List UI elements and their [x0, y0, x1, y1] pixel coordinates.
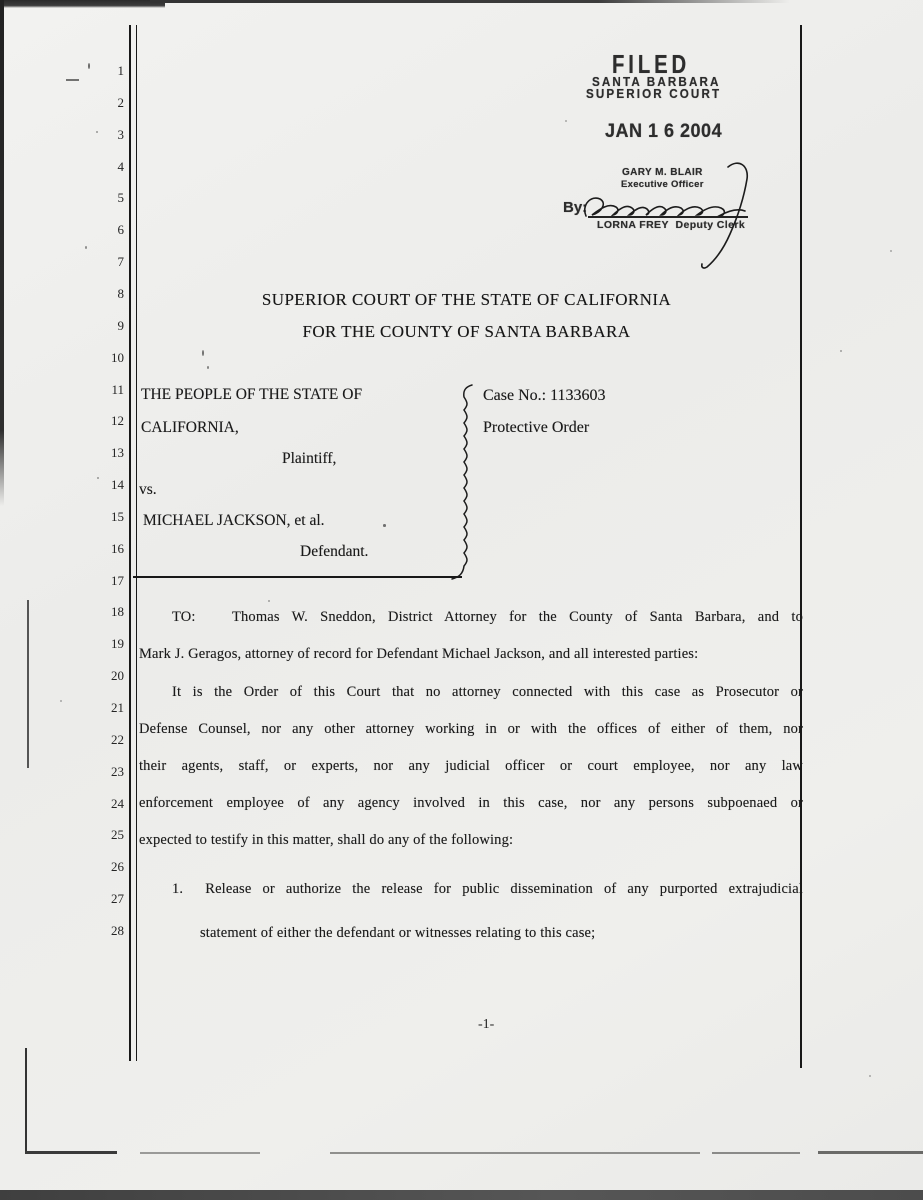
line-number: 4 [117, 158, 124, 174]
line-number: 6 [117, 222, 124, 238]
body-line: statement of either the defendant or witnesses relating to this case; [200, 925, 596, 941]
court-title-line2: FOR THE COUNTY OF SANTA BARBARA [302, 322, 631, 341]
plaintiff-role-label: Plaintiff, [282, 450, 337, 467]
filed-date-stamp: JAN 1 6 2004 [605, 121, 723, 142]
line-number: 9 [117, 317, 124, 333]
executive-officer-title: Executive Officer [621, 179, 704, 190]
signature-underline [588, 216, 748, 218]
paper-edge-bottom-1 [25, 1151, 117, 1154]
left-margin-rule-outer [129, 25, 131, 1061]
line-number: 23 [111, 763, 124, 779]
scan-speck [96, 131, 98, 133]
paper-edge-bottom-2 [140, 1152, 260, 1154]
scan-speck [60, 700, 62, 702]
paper-edge-bottom-4 [712, 1152, 800, 1154]
body-line: Mark J. Geragos, attorney of record for Defendant Michael Jackson, and all interested parties: [139, 646, 699, 662]
line-number: 22 [111, 731, 124, 747]
body-line: enforcement employee of any agency involved in this case, nor any persons subpoenaed or [139, 795, 803, 811]
scan-speck [66, 79, 79, 81]
line-number: 17 [111, 572, 124, 588]
scan-speck [869, 1075, 871, 1077]
line-number: 2 [117, 94, 124, 110]
body-line: expected to testify in this matter, shall do any of the following: [139, 832, 514, 848]
line-number: 18 [111, 604, 124, 620]
scan-edge-left [0, 0, 4, 506]
scan-edge-top-line [150, 0, 790, 3]
stamp-court-line1: SANTA BARBARA [592, 75, 721, 89]
executive-officer-name: GARY M. BLAIR [622, 167, 703, 178]
paper-edge-corner-vertical [25, 1048, 27, 1154]
document-title: Protective Order [483, 419, 590, 436]
line-number: 28 [111, 922, 124, 938]
scan-speck [268, 600, 270, 602]
line-number: 12 [111, 413, 124, 429]
deputy-clerk-line: LORNA FREY Deputy Clerk [597, 219, 746, 231]
caption-bottom-line [133, 576, 462, 578]
scan-speck [202, 350, 204, 356]
scan-speck [85, 246, 87, 249]
scan-edge-bottom-band [0, 1190, 923, 1200]
scan-speck [97, 477, 99, 479]
page-number: -1- [478, 1017, 495, 1032]
body-line: It is the Order of this Court that no attorney connected with this case as Prosecutor or [172, 684, 803, 700]
body-line: TO: Thomas W. Sneddon, District Attorney for the County of Santa Barbara, and to [172, 609, 803, 625]
left-margin-rule-inner [136, 25, 138, 1061]
versus-label: vs. [139, 481, 157, 498]
line-number: 24 [111, 795, 124, 811]
plaintiff-name-line2: CALIFORNIA, [141, 419, 239, 436]
body-line: their agents, staff, or experts, nor any judicial officer or court employee, nor any law [139, 758, 803, 774]
right-margin-rule [800, 25, 802, 1068]
line-number: 1 [117, 63, 124, 78]
scan-speck [565, 120, 567, 122]
filed-stamp-text: FILED [612, 49, 691, 79]
defendant-role-label: Defendant. [300, 543, 369, 560]
line-number: 15 [111, 508, 124, 524]
paper-edge-bottom-5 [818, 1151, 923, 1154]
line-number: 26 [111, 859, 124, 875]
case-number: Case No.: 1133603 [483, 387, 606, 404]
scan-speck [383, 524, 386, 527]
line-number: 19 [111, 636, 124, 652]
by-label: By: [563, 199, 588, 216]
scan-speck [207, 366, 209, 369]
line-number: 25 [111, 827, 124, 843]
paper-edge-segment [27, 600, 29, 768]
line-number: 10 [111, 349, 124, 365]
line-number: 21 [111, 700, 124, 715]
plaintiff-name-line1: THE PEOPLE OF THE STATE OF [141, 386, 363, 403]
line-number: 16 [111, 540, 124, 556]
line-number: 11 [111, 381, 124, 397]
line-number: 27 [111, 891, 124, 907]
line-number: 5 [117, 190, 124, 206]
stamp-court-line2: SUPERIOR COURT [586, 87, 722, 101]
scan-speck [88, 63, 90, 69]
body-line: Defense Counsel, nor any other attorney working in or with the offices of either of them, nor [139, 721, 803, 737]
line-number: 13 [111, 445, 124, 461]
body-line: 1. Release or authorize the release for public dissemination of any purported extrajudicial [172, 881, 803, 897]
line-number: 14 [111, 477, 124, 493]
signature-stroke [585, 198, 745, 216]
scan-speck [890, 250, 892, 252]
line-number: 7 [117, 254, 124, 270]
line-number: 3 [117, 126, 124, 142]
line-number: 20 [111, 668, 124, 684]
paper-edge-bottom-3 [330, 1152, 700, 1154]
scan-edge-top-left [0, 0, 165, 8]
court-title-line1: SUPERIOR COURT OF THE STATE OF CALIFORNIA [261, 290, 672, 309]
line-number: 8 [117, 285, 124, 301]
defendant-name: MICHAEL JACKSON, et al. [143, 512, 325, 529]
scan-speck [840, 350, 842, 352]
